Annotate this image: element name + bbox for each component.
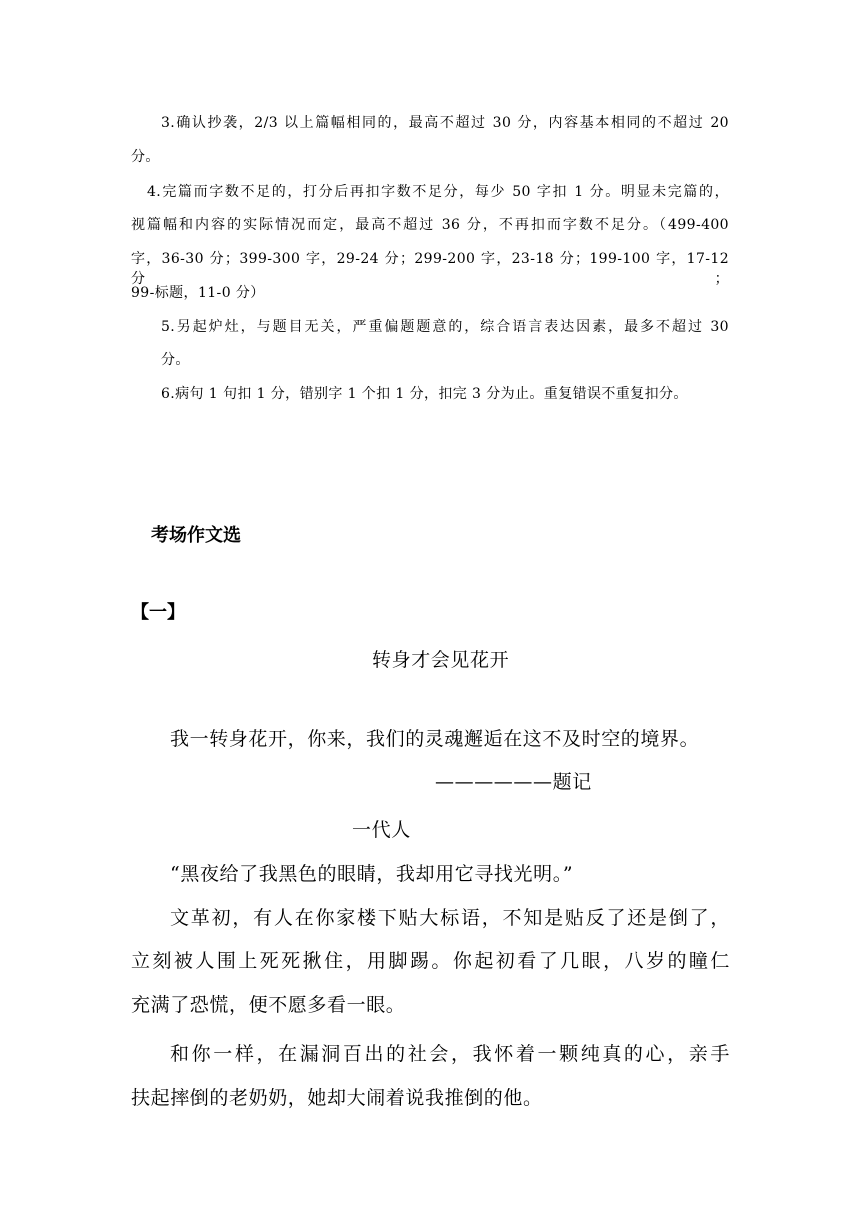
paragraph-2-line-1: 和你一样，在漏洞百出的社会，我怀着一颗纯真的心，亲手	[170, 1043, 730, 1065]
section-heading: 考场作文选	[151, 525, 241, 546]
rule-4-line-4: 99-标题，11-0 分）	[131, 285, 265, 301]
epigraph-attribution: ——————题记	[435, 771, 592, 793]
paragraph-1-line-2: 立刻被人围上死死揪住，用脚踢。你起初看了几眼，八岁的瞳仁	[131, 950, 730, 972]
paragraph-2-line-2: 扶起摔倒的老奶奶，她却大闹着说我推倒的他。	[131, 1087, 543, 1109]
rule-3-line-2: 分。	[131, 149, 160, 165]
rule-3-line-1: 3.确认抄袭，2/3 以上篇幅相同的，最高不超过 30 分，内容基本相同的不超过 20	[161, 115, 729, 131]
essay-number-label: 【一】	[131, 602, 185, 623]
rule-4-line-2: 视篇幅和内容的实际情况而定，最高不超过 36 分，不再扣而字数不足分。（499-400	[131, 217, 729, 233]
paragraph-1-line-3: 充满了恐慌，便不愿多看一眼。	[131, 994, 406, 1016]
epigraph: 我一转身花开，你来，我们的灵魂邂逅在这不及时空的境界。	[170, 728, 700, 750]
essay-title: 转身才会见花开	[372, 649, 510, 671]
opening-quote: “黑夜给了我黑色的眼睛，我却用它寻找光明。”	[170, 863, 574, 885]
rule-5-line-1: 5.另起炉灶，与题目无关，严重偏题题意的，综合语言表达因素，最多不超过 30	[161, 319, 729, 335]
rule-4-line-3: 字，36-30 分；399-300 字，29-24 分；299-200 字，23-18 分；199-100 字，17-12 分；	[131, 251, 729, 287]
rule-5-line-2: 分。	[161, 352, 190, 368]
essay-subtitle: 一代人	[352, 819, 411, 841]
rule-4-line-1: 4.完篇而字数不足的，打分后再扣字数不足分，每少 50 字扣 1 分。明显未完篇的，	[147, 184, 729, 200]
rule-6-line-1: 6.病句 1 句扣 1 分，错别字 1 个扣 1 分，扣完 3 分为止。重复错误不重复扣分。	[161, 386, 688, 402]
paragraph-1-line-1: 文革初，有人在你家楼下贴大标语，不知是贴反了还是倒了，	[170, 907, 730, 929]
